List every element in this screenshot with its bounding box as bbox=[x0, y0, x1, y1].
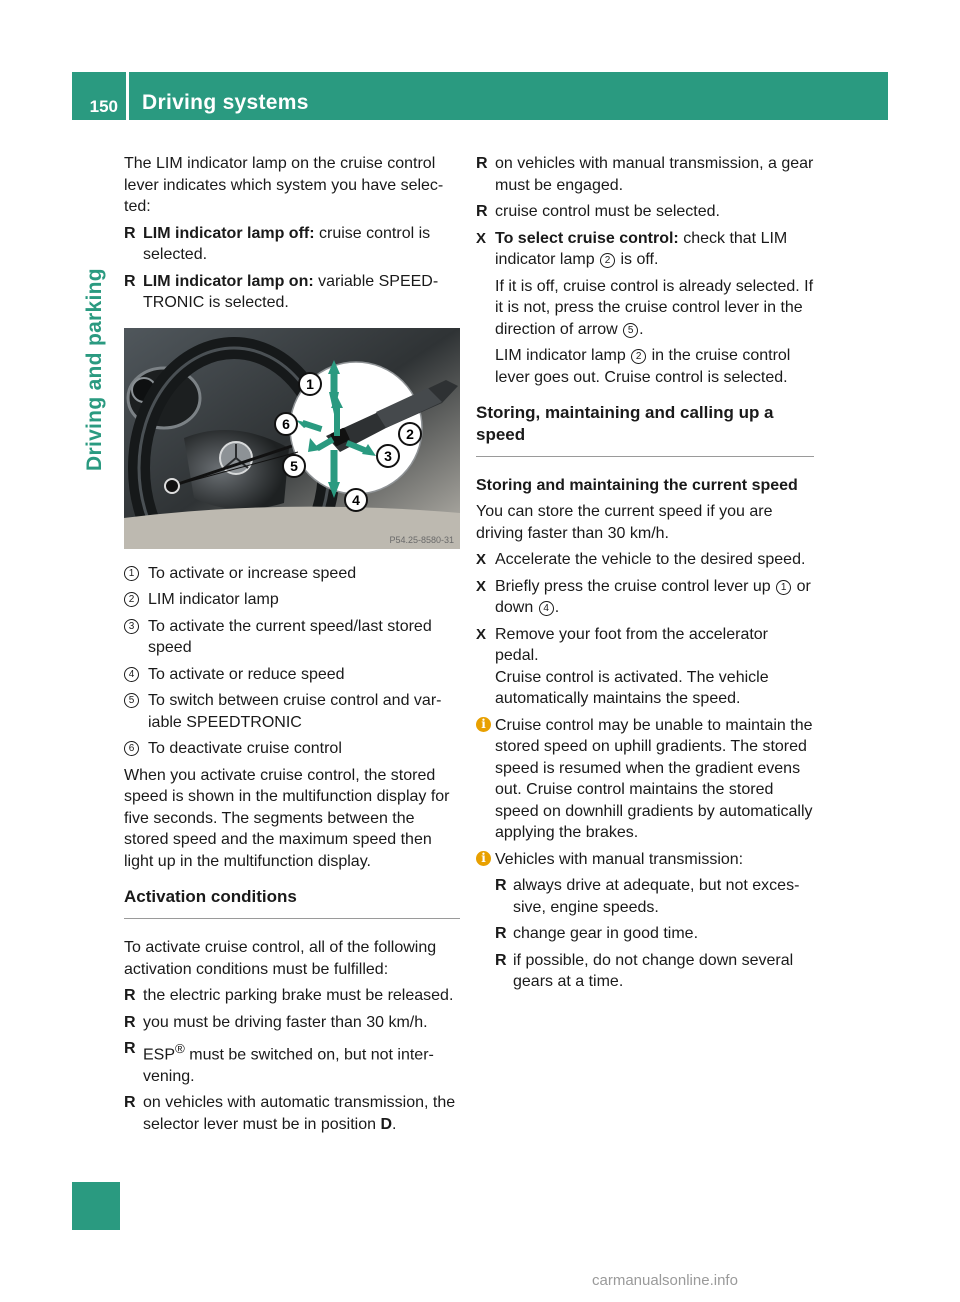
info-note: i Vehicles with manual transmission: bbox=[476, 849, 814, 871]
legend-item: 5 To switch between cruise control and variable SPEEDTRONIC bbox=[124, 690, 460, 733]
page-title: Driving systems bbox=[142, 91, 309, 114]
step-result: Cruise control is activated. The vehicle automatically maintains the speed. bbox=[495, 668, 769, 707]
info-icon: i bbox=[476, 717, 491, 732]
step-marker: X bbox=[476, 551, 487, 568]
instruction-step: X Accelerate the vehicle to the desired speed. bbox=[476, 549, 814, 571]
marker-3: 3 bbox=[384, 447, 392, 464]
bullet-marker: R bbox=[124, 1094, 136, 1112]
instruction-step: X Briefly press the cruise control lever up 1 or down 4 . bbox=[476, 577, 811, 616]
subsection-heading: Storing and maintaining the current speed bbox=[476, 477, 798, 494]
page-header bbox=[72, 72, 888, 120]
page-number: 150 bbox=[89, 97, 118, 116]
bullet-marker: R bbox=[124, 1013, 136, 1031]
legend-item: 4 To activate or reduce speed bbox=[124, 664, 460, 686]
bullet-marker: R bbox=[495, 877, 507, 894]
step-marker: X bbox=[476, 625, 487, 643]
list-item: R ESP® must be switched on, but not intervening. bbox=[124, 1040, 434, 1085]
list-item: R the electric parking brake must be released. bbox=[124, 985, 460, 1007]
list-item: R always drive at adequate, but not excessive, engine speeds. bbox=[495, 877, 800, 916]
section-heading-activation: Activation conditions bbox=[124, 886, 460, 919]
instruction-step: X To select cruise control: check that LIM indicator lamp 2 is off. bbox=[476, 229, 788, 268]
marker-1: 1 bbox=[306, 375, 314, 392]
list-item: R on vehicles with automatic transmission, the selector lever must be in position D. bbox=[124, 1094, 456, 1133]
step-marker: X bbox=[476, 577, 487, 595]
figure-code: P54.25-8580-31 bbox=[389, 534, 454, 545]
marker-4: 4 bbox=[352, 491, 360, 508]
left-column bbox=[124, 153, 460, 1140]
section-heading-storing: Storing, maintaining and calling up a speed bbox=[476, 402, 814, 457]
step-marker: X bbox=[476, 229, 487, 247]
legend-item: 2 LIM indicator lamp bbox=[124, 589, 460, 611]
list-item: R LIM indicator lamp off: cruise control is selected. bbox=[124, 224, 431, 263]
subsection-intro: You can store the current speed if you are driving faster than 30 km/h. bbox=[476, 503, 773, 542]
bullet-marker: R bbox=[476, 155, 488, 172]
instruction-step: X Remove your foot from the accelerator pedal. bbox=[476, 625, 769, 664]
bullet-marker: R bbox=[495, 951, 507, 969]
bullet-marker: R bbox=[124, 224, 136, 242]
marker-6: 6 bbox=[282, 415, 290, 432]
figure-illustration bbox=[124, 328, 460, 549]
info-icon: i bbox=[476, 851, 491, 866]
marker-2: 2 bbox=[406, 425, 414, 442]
legend-item: 3 To activate the current speed/last stored speed bbox=[124, 616, 460, 659]
header-separator bbox=[126, 72, 129, 120]
activation-intro: To activate cruise control, all of the following activation conditions must be fulfilled: bbox=[124, 939, 437, 978]
list-item: R if possible, do not change down several gears at a time. bbox=[495, 951, 794, 990]
info-note: i Cruise control may be unable to maintain the stored speed on uphill gradients. The stored speed is resumed when the gradient evens out. Cruise control maintains the stored speed on downhill gradients by automatically applying the brakes. bbox=[476, 715, 814, 844]
list-item: R on vehicles with manual transmission, a gear must be engaged. bbox=[476, 155, 814, 194]
legend-item: 6 To deactivate cruise control bbox=[124, 738, 460, 760]
bullet-marker: R bbox=[124, 987, 136, 1004]
step-result: LIM indicator lamp 2 in the cruise control lever goes out. Cruise control is selected. bbox=[495, 347, 791, 386]
bullet-marker: R bbox=[124, 1040, 136, 1057]
bullet-marker: R bbox=[495, 925, 507, 942]
list-item: R you must be driving faster than 30 km/h. bbox=[124, 1012, 460, 1034]
right-column bbox=[476, 153, 814, 998]
list-item: R cruise control must be selected. bbox=[476, 201, 814, 223]
legend-item: 1 To activate or increase speed bbox=[124, 563, 460, 585]
list-item: R change gear in good time. bbox=[476, 923, 814, 945]
display-note: When you activate cruise control, the stored speed is shown in the multifunction display for five seconds. The segments between the stored speed and the maximum speed then light up in the multifunction display. bbox=[124, 766, 450, 870]
bullet-marker: R bbox=[124, 272, 136, 290]
bullet-marker: R bbox=[476, 203, 488, 220]
intro-text: The LIM indicator lamp on the cruise control lever indicates which system you have selected: bbox=[124, 155, 444, 215]
step-result: If it is off, cruise control is already selected. If it is not, press the cruise control lever in the direction of arrow 5 . bbox=[495, 277, 814, 338]
chapter-side-label: Driving and parking bbox=[83, 268, 106, 471]
marker-5: 5 bbox=[290, 457, 298, 474]
chapter-marker bbox=[72, 1182, 120, 1230]
cruise-control-lever-figure bbox=[124, 328, 460, 549]
watermark: carmanualsonline.info bbox=[592, 1272, 738, 1289]
list-item: R LIM indicator lamp on: variable SPEEDTRONIC is selected. bbox=[124, 272, 439, 311]
